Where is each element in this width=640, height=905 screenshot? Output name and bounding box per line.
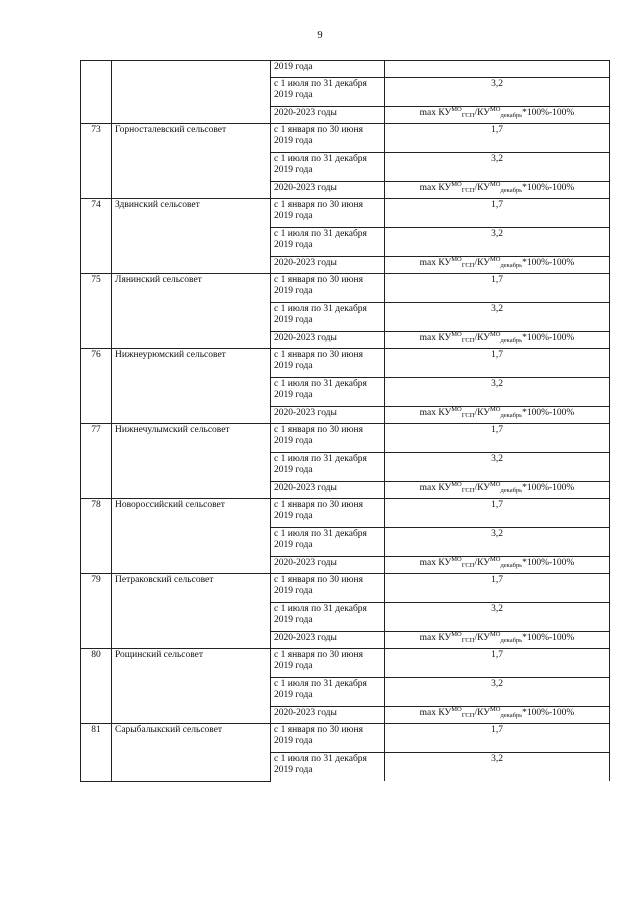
formula-cell	[385, 257, 610, 274]
formula-prefix: max КУ	[419, 633, 452, 643]
formula-sup: МО	[451, 181, 462, 188]
formula-sub: декабрь	[500, 637, 523, 644]
formula-sub: декабрь	[500, 712, 523, 719]
value-cell: 1,7	[385, 199, 610, 228]
municipality-name-cell: Сарыбалыкский сельсовет	[112, 724, 271, 782]
formula-suffix: *100%-100%	[522, 708, 575, 718]
row-number-cell: 73	[81, 124, 112, 199]
formula-sup: МО	[489, 181, 501, 188]
formula-sub: ГСП	[461, 187, 475, 194]
formula-mid: /КУ	[474, 708, 490, 718]
formula-sup: МО	[451, 481, 462, 488]
formula-sup: МО	[489, 256, 501, 263]
value-cell	[385, 61, 610, 78]
formula-cell	[385, 707, 610, 724]
period-cell: с 1 июля по 31 декабря 2019 года	[271, 153, 385, 182]
formula-prefix: max КУ	[419, 558, 452, 568]
formula-prefix: max КУ	[419, 333, 452, 343]
formula-sub: ГСП	[461, 637, 475, 644]
formula-sub: ГСП	[461, 487, 475, 494]
tariff-table-body	[81, 61, 610, 782]
period-cell: 2020-2023 годы	[271, 707, 385, 724]
period-cell: 2020-2023 годы	[271, 182, 385, 199]
value-cell: 1,7	[385, 499, 610, 528]
municipality-name-cell: Нижнеурюмский сельсовет	[112, 349, 271, 424]
table-row	[81, 649, 610, 678]
formula-sup: МО	[451, 556, 462, 563]
formula-mid: /КУ	[474, 408, 490, 418]
table-row	[81, 724, 610, 753]
municipality-name-cell: Здвинский сельсовет	[112, 199, 271, 274]
formula-sub: декабрь	[500, 112, 523, 119]
row-number-cell: 75	[81, 274, 112, 349]
value-cell: 3,2	[385, 153, 610, 182]
formula-prefix: max КУ	[419, 108, 452, 118]
value-cell: 1,7	[385, 124, 610, 153]
period-cell: 2020-2023 годы	[271, 107, 385, 124]
formula-sub: декабрь	[500, 412, 523, 419]
formula-mid: /КУ	[474, 183, 490, 193]
formula-sup: МО	[451, 706, 462, 713]
period-cell: с 1 января по 30 июня 2019 года	[271, 424, 385, 453]
formula-sup: МО	[489, 106, 501, 113]
period-cell: с 1 июля по 31 декабря 2019 года	[271, 228, 385, 257]
value-cell: 3,2	[385, 378, 610, 407]
formula-cell	[385, 182, 610, 199]
value-cell: 3,2	[385, 78, 610, 107]
table-row	[81, 124, 610, 153]
formula-suffix: *100%-100%	[522, 258, 575, 268]
formula-sub: ГСП	[461, 712, 475, 719]
value-cell: 3,2	[385, 453, 610, 482]
formula-cell	[385, 632, 610, 649]
formula-sup: МО	[451, 406, 462, 413]
table-row	[81, 424, 610, 453]
table-row	[81, 61, 610, 78]
formula-sub: ГСП	[461, 412, 475, 419]
row-number-cell: 80	[81, 649, 112, 724]
period-cell: 2020-2023 годы	[271, 407, 385, 424]
formula-sub: ГСП	[461, 112, 475, 119]
formula-sub: декабрь	[500, 337, 523, 344]
formula-mid: /КУ	[474, 333, 490, 343]
row-number-cell: 78	[81, 499, 112, 574]
period-cell: с 1 июля по 31 декабря 2019 года	[271, 528, 385, 557]
formula-sup: МО	[489, 481, 501, 488]
formula-sup: МО	[489, 406, 501, 413]
formula-sup: МО	[489, 631, 501, 638]
formula-prefix: max КУ	[419, 483, 452, 493]
formula-cell	[385, 332, 610, 349]
period-cell: 2020-2023 годы	[271, 257, 385, 274]
formula-mid: /КУ	[474, 633, 490, 643]
formula-sub: декабрь	[500, 187, 523, 194]
formula-prefix: max КУ	[419, 258, 452, 268]
period-cell: с 1 января по 30 июня 2019 года	[271, 499, 385, 528]
period-cell: с 1 января по 30 июня 2019 года	[271, 574, 385, 603]
municipality-name-cell	[112, 61, 271, 124]
table-row	[81, 274, 610, 303]
municipality-name-cell: Нижнечулымский сельсовет	[112, 424, 271, 499]
formula-suffix: *100%-100%	[522, 333, 575, 343]
value-cell: 3,2	[385, 303, 610, 332]
formula-mid: /КУ	[474, 258, 490, 268]
period-cell: с 1 января по 30 июня 2019 года	[271, 349, 385, 378]
formula-sub: ГСП	[461, 337, 475, 344]
period-cell: с 1 января по 30 июня 2019 года	[271, 274, 385, 303]
formula-sup: МО	[489, 706, 501, 713]
formula-sup: МО	[489, 331, 501, 338]
period-cell: с 1 июля по 31 декабря 2019 года	[271, 678, 385, 707]
value-cell: 1,7	[385, 274, 610, 303]
formula-sup: МО	[451, 331, 462, 338]
value-cell: 3,2	[385, 528, 610, 557]
row-number-cell: 77	[81, 424, 112, 499]
period-cell: с 1 июля по 31 декабря 2019 года	[271, 603, 385, 632]
formula-prefix: max КУ	[419, 408, 452, 418]
formula-suffix: *100%-100%	[522, 483, 575, 493]
formula-cell	[385, 407, 610, 424]
table-row	[81, 499, 610, 528]
formula-sub: ГСП	[461, 562, 475, 569]
municipality-name-cell: Рощинский сельсовет	[112, 649, 271, 724]
period-cell: с 1 июля по 31 декабря 2019 года	[271, 453, 385, 482]
period-cell: 2020-2023 годы	[271, 332, 385, 349]
formula-sub: декабрь	[500, 487, 523, 494]
formula-sup: МО	[451, 106, 462, 113]
formula-cell	[385, 557, 610, 574]
period-cell: 2020-2023 годы	[271, 557, 385, 574]
formula-cell	[385, 482, 610, 499]
formula-mid: /КУ	[474, 108, 490, 118]
value-cell: 3,2	[385, 678, 610, 707]
municipality-name-cell: Горносталевский сельсовет	[112, 124, 271, 199]
formula-suffix: *100%-100%	[522, 183, 575, 193]
municipality-name-cell: Лянинский сельсовет	[112, 274, 271, 349]
period-cell: с 1 января по 30 июня 2019 года	[271, 199, 385, 228]
formula-sub: декабрь	[500, 262, 523, 269]
municipality-name-cell: Новороссийский сельсовет	[112, 499, 271, 574]
formula-sup: МО	[451, 631, 462, 638]
formula-suffix: *100%-100%	[522, 108, 575, 118]
table-row	[81, 349, 610, 378]
table-row	[81, 574, 610, 603]
row-number-cell: 81	[81, 724, 112, 782]
value-cell: 1,7	[385, 424, 610, 453]
formula-suffix: *100%-100%	[522, 558, 575, 568]
municipality-name-cell: Петраковский сельсовет	[112, 574, 271, 649]
formula-sub: ГСП	[461, 262, 475, 269]
formula-cell	[385, 107, 610, 124]
value-cell: 1,7	[385, 724, 610, 753]
row-number-cell: 74	[81, 199, 112, 274]
value-cell: 3,2	[385, 753, 610, 782]
period-cell: с 1 января по 30 июня 2019 года	[271, 649, 385, 678]
period-cell: 2020-2023 годы	[271, 632, 385, 649]
period-cell: 2020-2023 годы	[271, 482, 385, 499]
period-cell: с 1 июля по 31 декабря 2019 года	[271, 753, 385, 782]
period-cell: с 1 июля по 31 декабря 2019 года	[271, 303, 385, 332]
value-cell: 3,2	[385, 603, 610, 632]
formula-mid: /КУ	[474, 483, 490, 493]
period-cell: с 1 января по 30 июня 2019 года	[271, 124, 385, 153]
formula-sup: МО	[489, 556, 501, 563]
formula-sub: декабрь	[500, 562, 523, 569]
page-number: 9	[317, 30, 323, 41]
row-number-cell	[81, 61, 112, 124]
value-cell: 1,7	[385, 349, 610, 378]
period-cell: с 1 июля по 31 декабря 2019 года	[271, 78, 385, 107]
value-cell: 1,7	[385, 574, 610, 603]
formula-prefix: max КУ	[419, 183, 452, 193]
formula-suffix: *100%-100%	[522, 633, 575, 643]
formula-mid: /КУ	[474, 558, 490, 568]
period-cell: с 1 января по 30 июня 2019 года	[271, 724, 385, 753]
formula-suffix: *100%-100%	[522, 408, 575, 418]
value-cell: 1,7	[385, 649, 610, 678]
period-cell: 2019 года	[271, 61, 385, 78]
formula-prefix: max КУ	[419, 708, 452, 718]
tariff-table	[80, 60, 610, 782]
formula-sup: МО	[451, 256, 462, 263]
table-row	[81, 199, 610, 228]
row-number-cell: 79	[81, 574, 112, 649]
row-number-cell: 76	[81, 349, 112, 424]
value-cell: 3,2	[385, 228, 610, 257]
period-cell: с 1 июля по 31 декабря 2019 года	[271, 378, 385, 407]
